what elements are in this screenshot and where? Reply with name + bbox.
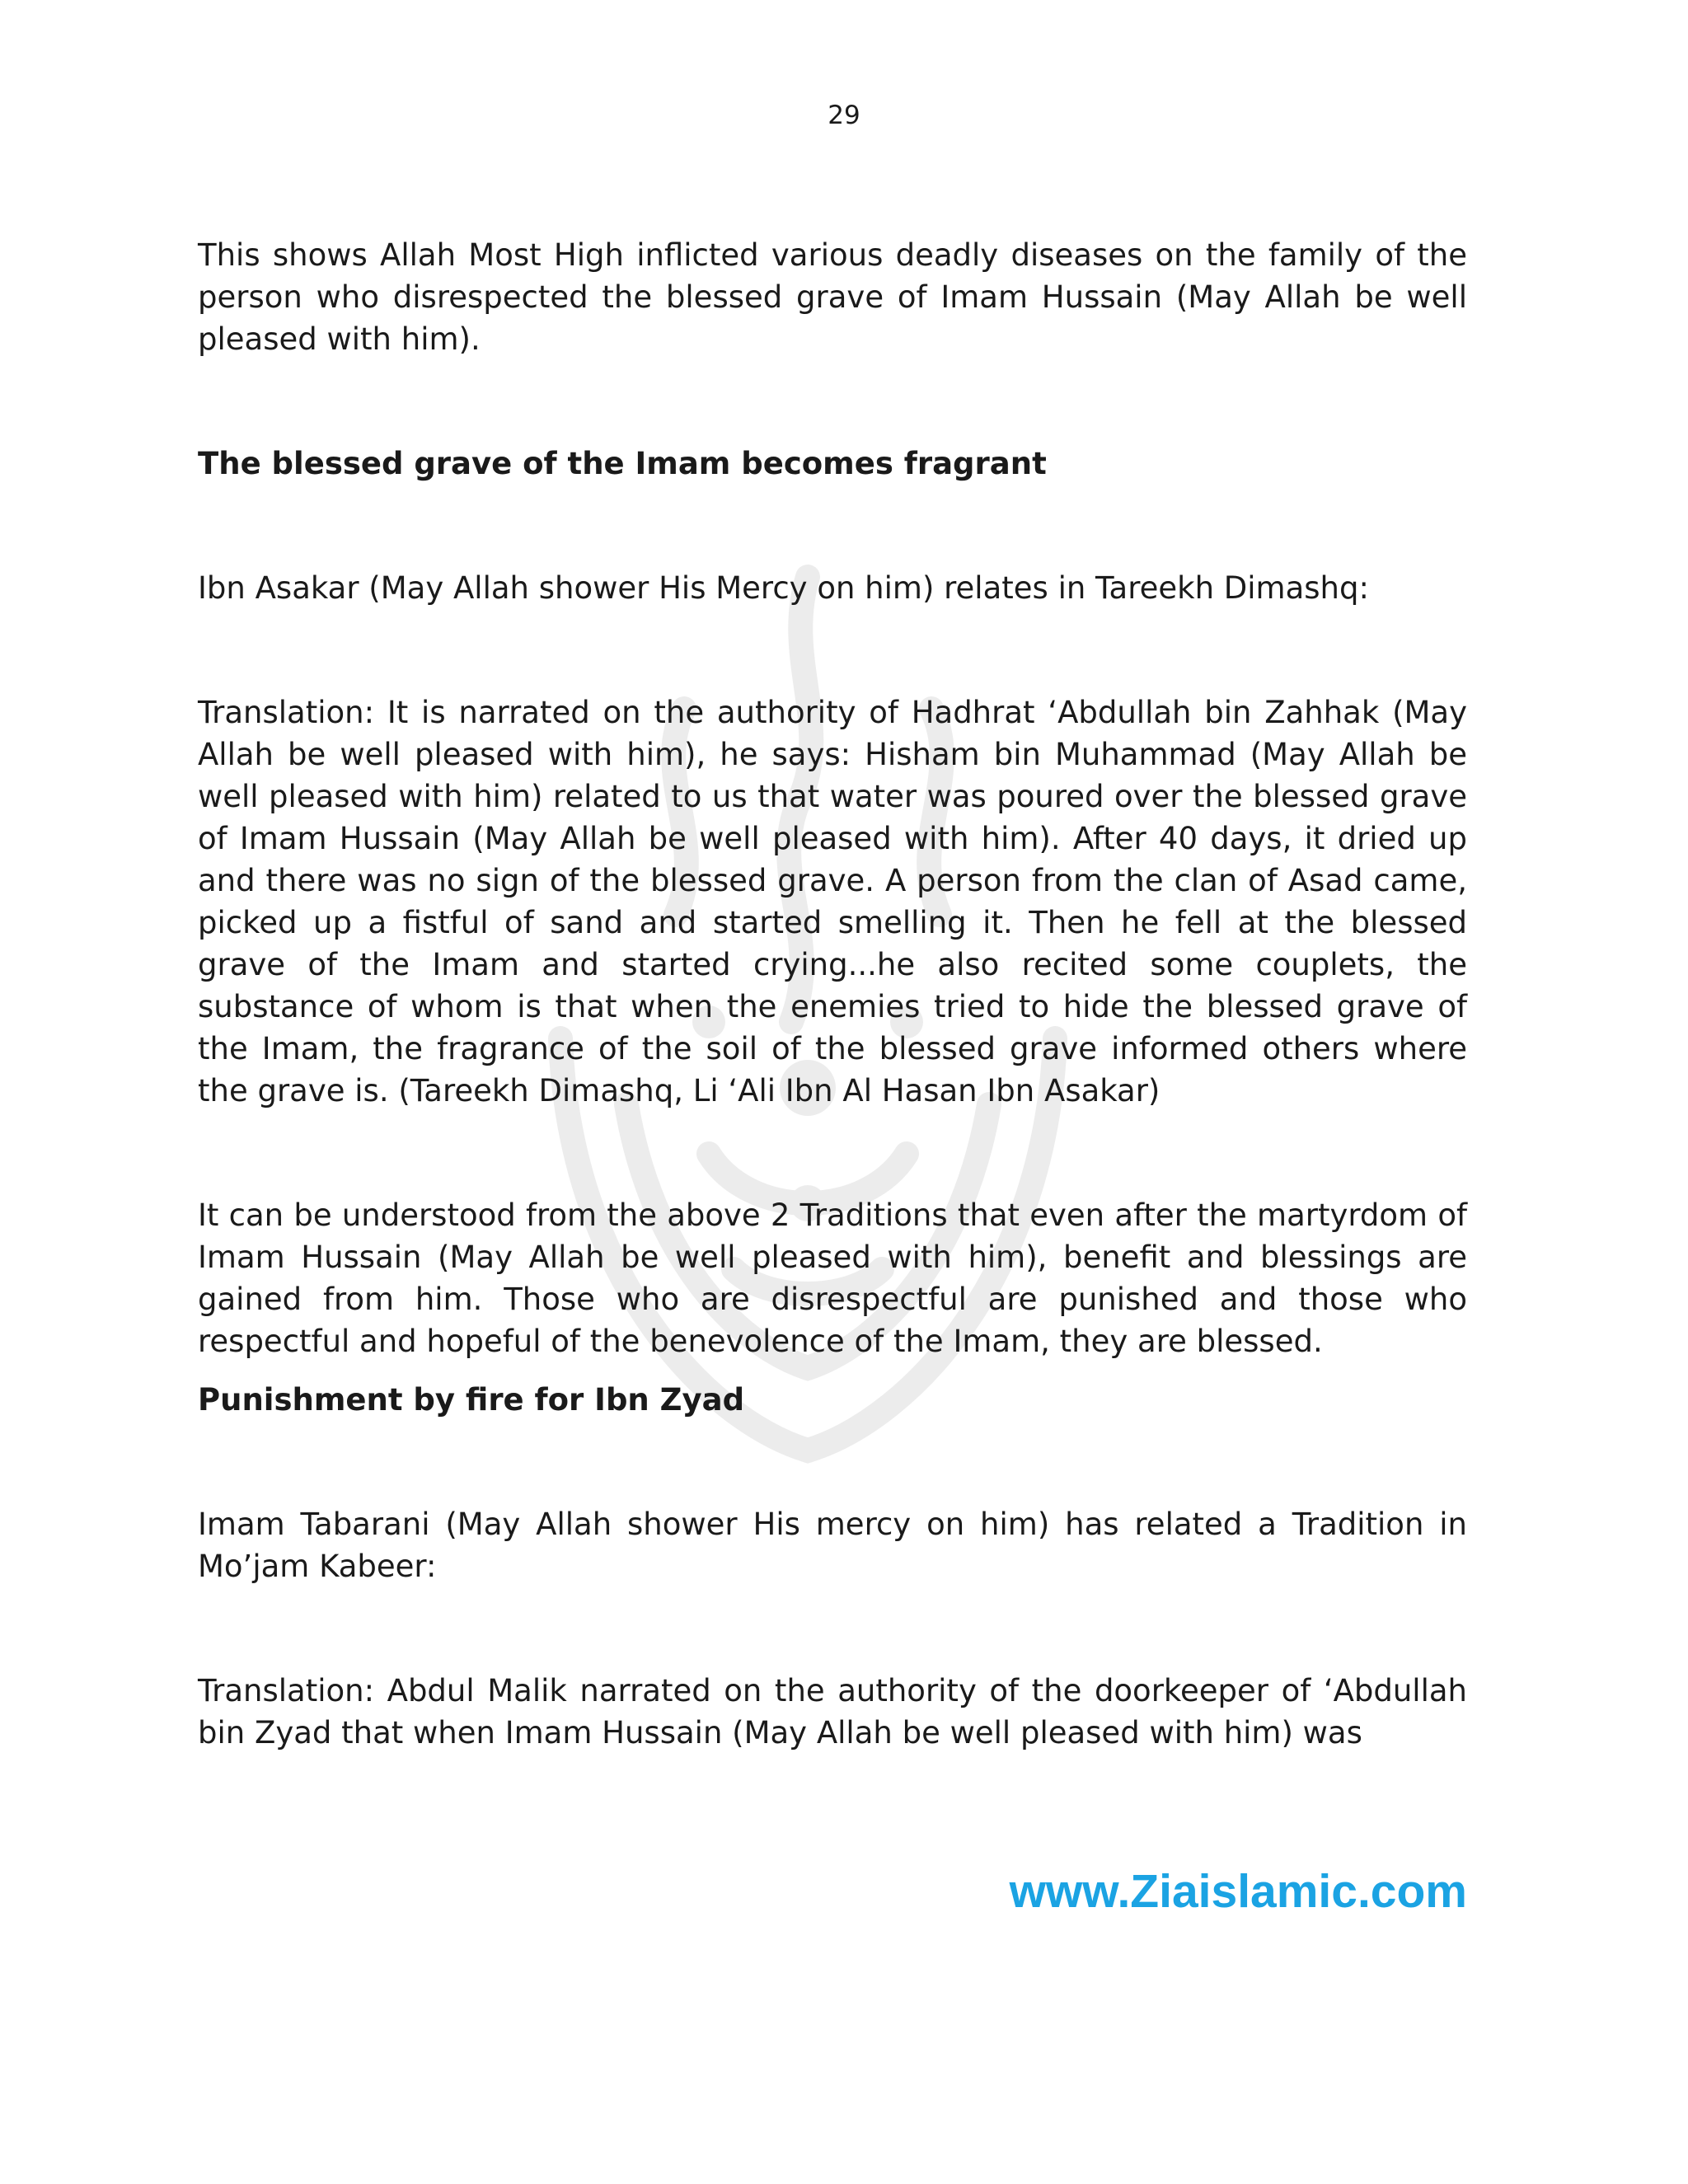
paragraph: Translation: It is narrated on the authority of Hadhrat ‘Abdullah bin Zahhak (May Allah be well pleased with him), he says: Hisham bin Muhammad (May Allah be well pleased with him) related to us that water was poured over the blessed grave of Imam Hussain (May Allah be well pleased with him). After 40 days, it dried up and there was no sign of the blessed grave. A person from the clan of Asad came, picked up a fistful of sand and started smelling it. Then he fell at the blessed grave of the Imam and started crying...he also recited some couplets, the substance of whom is that when the enemies tried to hide the blessed grave of the Imam, the fragrance of the soil of the blessed grave informed others where the grave is. (Tareekh Dimashq, Li ‘Ali Ibn Al Hasan Ibn Asakar) [198, 695, 1467, 1108]
paragraph: It can be understood from the above 2 Traditions that even after the martyrdom of Imam Hussain (May Allah be well pleased with him), benefit and blessings are gained from him. Those who are disrespectful are punished and those who respectful and hopeful of the benevolence of the Imam, they are blessed. [198, 1197, 1467, 1359]
paragraph: Imam Tabarani (May Allah shower His mercy on him) has related a Tradition in Mo’jam Kabeer: [198, 1507, 1467, 1584]
page-body [198, 234, 1467, 1754]
paragraph: Ibn Asakar (May Allah shower His Mercy on him) relates in Tareekh Dimashq: [198, 570, 1369, 606]
paragraph: This shows Allah Most High inflicted various deadly diseases on the family of the person who disrespected the blessed grave of Imam Hussain (May Allah be well pleased with him). [198, 237, 1467, 357]
page-number: 29 [828, 101, 860, 130]
paragraph: Translation: Abdul Malik narrated on the authority of the doorkeeper of ‘Abdullah bin Zyad that when Imam Hussain (May Allah be well pleased with him) was [198, 1673, 1467, 1750]
section-heading: Punishment by fire for Ibn Zyad [198, 1382, 745, 1418]
section-heading: The blessed grave of the Imam becomes fragrant [198, 446, 1047, 481]
website-link[interactable]: www.Ziaislamic.com [1009, 1865, 1467, 1918]
